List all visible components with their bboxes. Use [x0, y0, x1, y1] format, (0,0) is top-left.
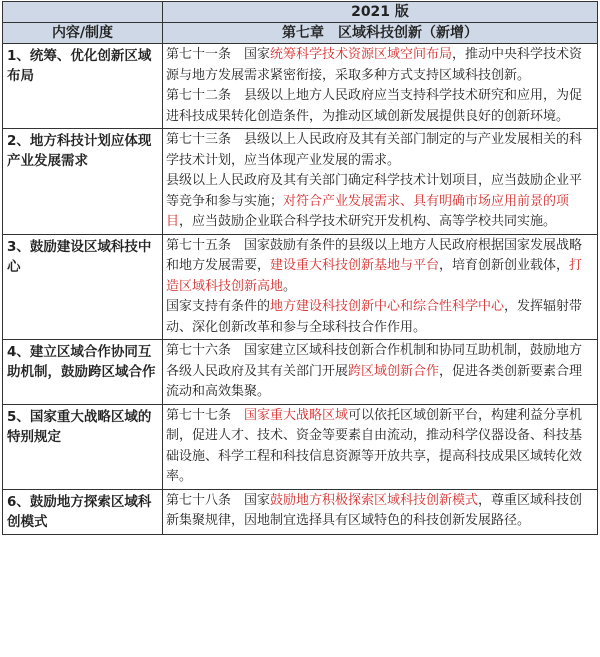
- comparison-table: [2, 1, 598, 535]
- article-text: ，应当鼓励企业联合科学技术研究开发机构、高等学校共同实施。: [179, 214, 557, 229]
- row-articles: [163, 489, 598, 534]
- article-paragraph: [166, 130, 594, 171]
- row-articles: [163, 129, 598, 235]
- article-text: 。: [283, 278, 297, 294]
- row-topic: 5、国家重大战略区域的特别规定: [3, 404, 163, 489]
- highlighted-text: 鼓励地方积极探索区域科技创新模式: [270, 492, 479, 508]
- table-row: [3, 234, 598, 340]
- article-text: ，推动中央科学技术资源与地方发展需求紧密衔接，采取多种方式支持区域科技创新。: [166, 47, 583, 83]
- header-empty-cell: [3, 2, 163, 23]
- article-text: 第七十一条 国家: [166, 47, 271, 62]
- highlighted-text: 统筹科学技术资源区域空间布局: [270, 47, 453, 62]
- highlighted-text: 建设重大科技创新基地与平台: [270, 258, 440, 273]
- row-articles: [163, 44, 598, 129]
- article-text: 第七十三条 县级以上人民政府及其有关部门制定的与产业发展相关的科学技术计划，应当体现产业发展的需求。: [166, 132, 583, 168]
- row-topic: 4、建立区域合作协同互助机制，鼓励跨区域合作: [3, 340, 163, 405]
- table-row: [3, 489, 598, 534]
- row-articles: [163, 340, 598, 405]
- article-text: 可以依托区域创新平台，构建利益分享机制，促进人才、技术、资金等要素自由流动，推动科学仪器设备、科技基础设施、科学工程和科技信息资源等开放共享，提高科技成果区域转化效率。: [166, 407, 583, 484]
- article-text: 第七十二条 县级以上地方人民政府应当支持科学技术研究和应用，为促进科技成果转化创造条件，为推动区域创新发展提供良好的创新环境。: [166, 88, 583, 124]
- article-text: 第七十七条: [166, 407, 245, 423]
- article-paragraph: [166, 297, 594, 338]
- highlighted-text: 对符合产业发展需求、具有明确市场应用前景的项目: [166, 193, 570, 229]
- highlighted-text: 国家重大战略区域: [244, 407, 349, 423]
- version-header-row: [3, 2, 598, 23]
- row-articles: [163, 404, 598, 489]
- article-paragraph: [166, 406, 594, 488]
- article-paragraph: [166, 341, 594, 403]
- table-row: [3, 340, 598, 405]
- article-text: 第七十八条 国家: [166, 492, 271, 508]
- table-row: [3, 129, 598, 235]
- article-text: ，培育创新创业载体，: [439, 258, 570, 273]
- table-row: [3, 404, 598, 489]
- highlighted-text: 跨区域创新合作: [348, 363, 440, 379]
- column-header-row: [3, 23, 598, 44]
- highlighted-text: 打造区域科技创新高地: [166, 258, 583, 294]
- col-header-content: 内容/制度: [3, 23, 163, 44]
- article-text: ，促进各类创新要素合理流动和高效集聚。: [166, 363, 583, 399]
- highlighted-text: 地方建设科技创新中心和综合性科学中心: [270, 299, 505, 314]
- article-paragraph: [166, 236, 594, 298]
- row-topic: 3、鼓励建设区域科技中心: [3, 234, 163, 340]
- article-text: ，发挥辐射带动、深化创新改革和参与全球科技合作作用。: [166, 299, 583, 335]
- article-paragraph: [166, 86, 594, 127]
- row-topic: 1、统筹、优化创新区域布局: [3, 44, 163, 129]
- article-paragraph: [166, 45, 594, 86]
- article-paragraph: [166, 491, 594, 532]
- row-topic: 6、鼓励地方探索区域科创模式: [3, 489, 163, 534]
- row-articles: [163, 234, 598, 340]
- col-header-chapter: 第七章 区域科技创新（新增）: [163, 23, 598, 44]
- table-body: [3, 44, 598, 535]
- version-label: 2021 版: [163, 2, 598, 23]
- article-text: 第七十五条 国家鼓励有条件的县级以上地方人民政府根据国家发展战略和地方发展需要，: [166, 237, 583, 273]
- article-text: 第七十六条 国家建立区域科技创新合作机制和协同互助机制，鼓励地方各级人民政府及其有关部门开展: [166, 343, 583, 379]
- article-paragraph: [166, 171, 594, 233]
- row-topic: 2、地方科技计划应体现产业发展需求: [3, 129, 163, 235]
- table-row: [3, 44, 598, 129]
- article-text: ，尊重区域科技创新集聚规律，因地制宜选择具有区域特色的科技创新发展路径。: [166, 492, 583, 528]
- article-text: 国家支持有条件的: [166, 299, 271, 314]
- article-text: 县级以上人民政府及其有关部门确定科学技术计划项目，应当鼓励企业平等竞争和参与实施；: [166, 173, 583, 209]
